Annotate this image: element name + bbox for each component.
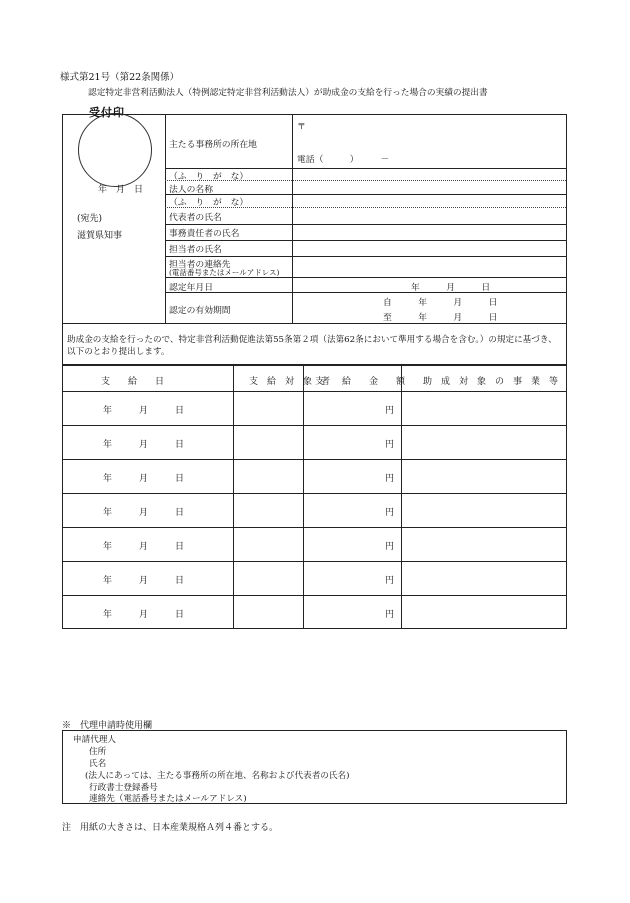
validity-to: 至 年 月 日: [383, 313, 498, 323]
contact-note: (電話番号またはメールアドレス): [169, 268, 280, 277]
corp-name-label: 法人の名称: [169, 185, 213, 195]
yen-unit: 円: [385, 474, 395, 484]
header-amount: 支 給 金 額: [315, 377, 406, 387]
furigana-label: （ふ り が な）: [169, 172, 249, 182]
phone-label: 電話（ ） －: [297, 155, 390, 165]
agent-box: [62, 730, 567, 804]
office-manager-label: 事務責任者の氏名: [169, 229, 240, 239]
agent-line: 氏名: [89, 759, 107, 769]
row-divider: [165, 207, 566, 208]
cert-date-label: 認定年月日: [169, 283, 213, 293]
governor-label: 滋賀県知事: [77, 231, 123, 241]
applicant-info-block: [62, 114, 567, 324]
column-divider: [401, 366, 402, 628]
yen-unit: 円: [385, 542, 395, 552]
payment-date: 年 月 日: [103, 508, 185, 518]
agent-line: 住所: [89, 747, 107, 757]
payment-date: 年 月 日: [103, 610, 185, 620]
row-divider: [165, 224, 566, 225]
agent-line: 行政書士登録番号: [89, 783, 158, 793]
row-divider: [63, 527, 566, 528]
payment-date: 年 月 日: [103, 406, 185, 416]
yen-unit: 円: [385, 610, 395, 620]
submission-date: 年 月 日: [98, 185, 144, 195]
row-divider: [63, 459, 566, 460]
row-divider: [165, 240, 566, 241]
row-divider: [63, 561, 566, 562]
yen-unit: 円: [385, 440, 395, 450]
document-title: 認定特定非営利活動法人（特例認定特定非営利活動法人）が助成金の支給を行った場合の実績の提出書: [88, 88, 488, 98]
agent-line: 申請代理人: [73, 735, 116, 745]
contact-label: 担当者の連絡先: [169, 260, 231, 270]
row-divider: [165, 292, 566, 293]
postal-mark: 〒: [297, 122, 306, 132]
person-in-charge-label: 担当者の氏名: [169, 245, 222, 255]
header-recipient: 支 給 対 象 者: [249, 377, 331, 387]
row-divider: [63, 425, 566, 426]
furigana-label: （ふ り が な）: [169, 198, 249, 208]
submission-notice: 助成金の支給を行ったので、特定非営利活動促進法第55条第２項（法第62条において準用する場合を含む。）の規定に基づき、以下のとおり提出します。: [62, 324, 567, 365]
representative-label: 代表者の氏名: [169, 213, 222, 223]
column-divider: [233, 366, 234, 628]
form-number: 様式第21号（第22条関係）: [60, 72, 180, 83]
validity-label: 認定の有効期間: [169, 306, 231, 316]
office-address-label: 主たる事務所の所在地: [169, 140, 257, 150]
payment-date: 年 月 日: [103, 474, 185, 484]
row-divider: [165, 180, 566, 181]
agent-line: (法人にあっては、主たる事務所の所在地、名称および代表者の氏名): [85, 771, 350, 781]
payment-date: 年 月 日: [103, 440, 185, 450]
addressee-label: (宛先): [77, 214, 103, 224]
row-divider: [165, 277, 566, 278]
cert-date-value: 年 月 日: [411, 283, 491, 293]
yen-unit: 円: [385, 406, 395, 416]
paper-size-note: 注 用紙の大きさは、日本産業規格Ａ列４番とする。: [62, 823, 279, 833]
header-payment-date: 支 給 日: [101, 377, 165, 387]
reception-stamp-label: 受付印: [89, 106, 125, 119]
payment-date: 年 月 日: [103, 542, 185, 552]
header-project: 助 成 対 象 の 事 業 等: [423, 377, 559, 387]
payment-date: 年 月 日: [103, 576, 185, 586]
column-divider: [303, 366, 304, 628]
validity-from: 自 年 月 日: [383, 298, 498, 308]
row-divider: [63, 391, 566, 392]
payment-table: [62, 365, 567, 629]
agent-line: 連絡先（電話番号またはメールアドレス): [89, 794, 247, 804]
yen-unit: 円: [385, 576, 395, 586]
agent-section-title: ※ 代理申請時使用欄: [62, 721, 153, 731]
row-divider: [63, 493, 566, 494]
yen-unit: 円: [385, 508, 395, 518]
row-divider: [63, 595, 566, 596]
